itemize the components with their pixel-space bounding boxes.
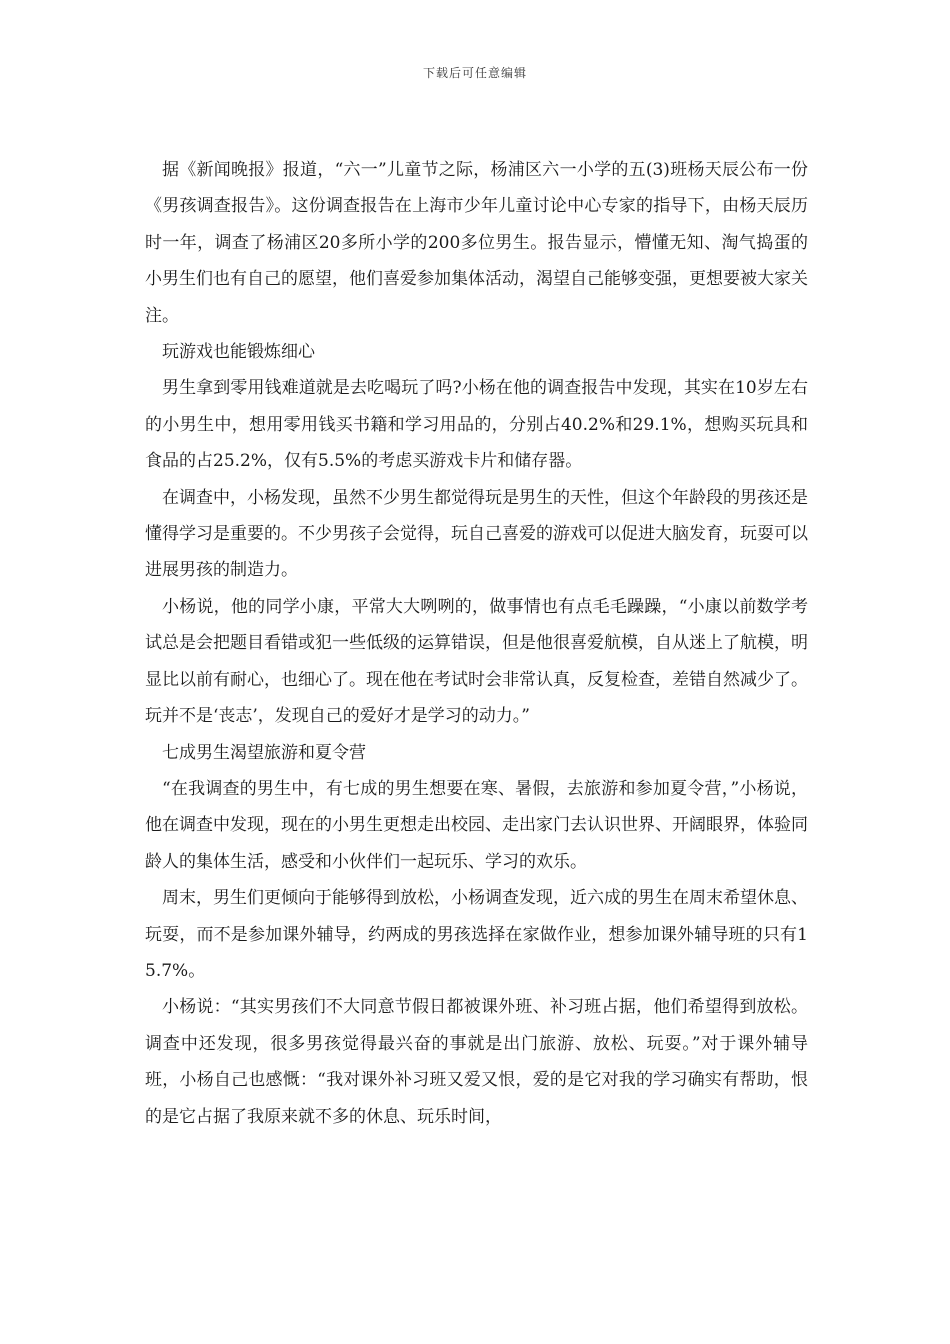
paragraph-intro: 据《新闻晚报》报道，“六一”儿童节之际，杨浦区六一小学的五(3)班杨天辰公布一份《男孩调查报告》。这份调查报告在上海市少年儿童讨论中心专家的指导下，由杨天辰历时一年，调查了杨浦区20多所小学的200多位男生。报告显示，懵懂无知、淘气捣蛋的小男生们也有自己的愿望，他们喜爱参加集体活动，渴望自己能够变强，更想要被大家关注。 [145,160,808,326]
paragraph-tutoring: 小杨说：“其实男孩们不大同意节假日都被课外班、补习班占据，他们希望得到放松。调查中还发现，很多男孩觉得最兴奋的事就是出门旅游、放松、玩耍。”对于课外辅导班，小杨自己也感慨：“我对课外补习班又爱又恨，爱的是它对我的学习确实有帮助，恨的是它占据了我原来就不多的休息、玩乐时间， [145,997,808,1127]
paragraph-summer-camp: “在我调查的男生中，有七成的男生想要在寒、暑假，去旅游和参加夏令营，”小杨说，他在调查中发现，现在的小男生更想走出校园、走出家门去认识世界、开阔眼界，体验同龄人的集体生活，感受和小伙伴们一起玩乐、学习的欢乐。 [145,778,808,872]
article-body [145,152,808,1135]
paragraph-xiaokang: 小杨说，他的同学小康，平常大大咧咧的，做事情也有点毛毛躁躁，“小康以前数学考试总是会把题目看错或犯一些低级的运算错误，但是他很喜爱航模，自从迷上了航模，明显比以前有耐心，也细心了。现在他在考试时会非常认真，反复检查，差错自然减少了。玩并不是‘丧志’，发现自己的爱好才是学习的动力。” [145,596,808,727]
section-heading-games: 玩游戏也能锻炼细心 [162,342,315,363]
page-header-note: 下载后可任意编辑 [422,66,527,80]
paragraph-weekend: 周末，男生们更倾向于能够得到放松，小杨调查发现，近六成的男生在周末希望休息、玩耍，而不是参加课外辅导，约两成的男孩选择在家做作业，想参加课外辅导班的只有15.7%。 [145,888,808,981]
paragraph-survey-findings: 在调查中，小杨发现，虽然不少男生都觉得玩是男生的天性，但这个年龄段的男孩还是懂得学习是重要的。不少男孩子会觉得，玩自己喜爱的游戏可以促进大脑发育，玩耍可以进展男孩的制造力。 [145,487,808,581]
paragraph-pocket-money: 男生拿到零用钱难道就是去吃喝玩了吗?小杨在他的调查报告中发现，其实在10岁左右的小男生中，想用零用钱买书籍和学习用品的，分别占40.2%和29.1%，想购买玩具和食品的占25.2%，仅有5.5%的考虑买游戏卡片和储存器。 [145,378,808,472]
section-heading-travel: 七成男生渴望旅游和夏令营 [162,742,366,763]
